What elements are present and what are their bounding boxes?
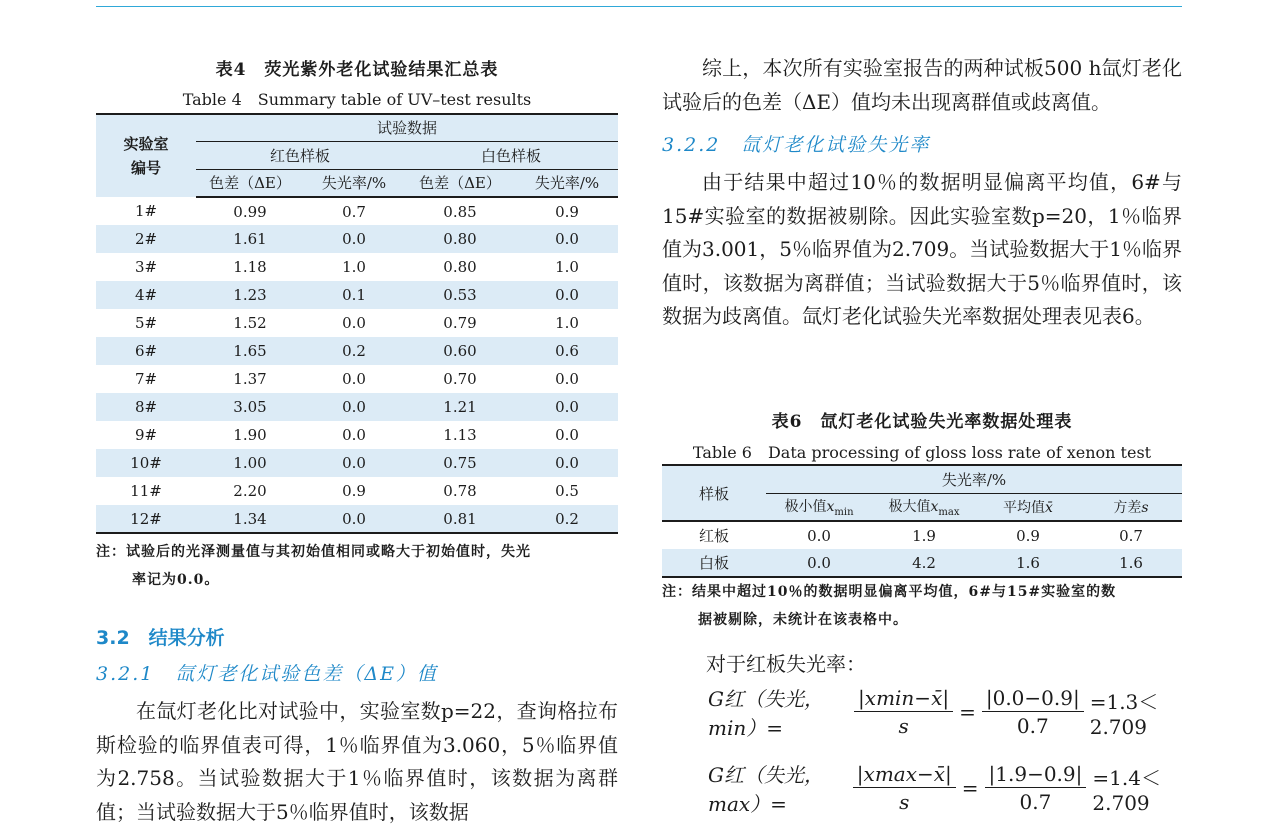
- max-label: 极大值: [888, 498, 931, 515]
- table4-header-testdata: 试验数据: [196, 114, 618, 141]
- table4-cell-red-de: 1.18: [233, 258, 267, 276]
- table4-cell-red-gl: 0.0: [304, 225, 404, 253]
- table6-cell-max: 1.9: [912, 526, 936, 545]
- table6-cell-panel: 红板: [698, 527, 729, 545]
- formula-min-result: =1.3＜2.709: [1089, 689, 1159, 739]
- table4-cell-red-de: 1.00: [196, 449, 304, 477]
- table4-row: [96, 281, 618, 309]
- table6-cell-mean: 0.9: [1016, 526, 1040, 545]
- table6-header-mean: [976, 493, 1080, 521]
- formula-min-frac2: [982, 685, 1084, 740]
- table4-cell-red-de: 1.23: [196, 281, 304, 309]
- section-3-2-2-heading: 3.2.2 氙灯老化试验失光率: [662, 134, 931, 156]
- table4-caption-en: Table 4 Summary table of UV–test results: [182, 90, 532, 109]
- table4-cell-lab: 8#: [96, 393, 196, 421]
- table4-header-red: 红色样板: [196, 141, 404, 169]
- formula-min: [708, 680, 1182, 744]
- table4-cell-red-gl: 0.7: [342, 202, 366, 221]
- table4-cell-white-de: 0.85: [443, 202, 477, 221]
- table6-header-max: [872, 493, 976, 521]
- table6-header-glossloss: 失光率/%: [766, 465, 1182, 493]
- table4-row: [96, 477, 618, 505]
- table4-cell-lab: 1#: [134, 202, 158, 220]
- table4-cell-white-de: 0.78: [443, 482, 477, 500]
- formula-max-den1: s: [899, 789, 910, 814]
- table4-cell-white-de: 0.60: [404, 337, 516, 365]
- table4-cell-white-gl: 0.5: [555, 482, 579, 500]
- min-label: 极小值: [784, 498, 827, 515]
- table6-cell-mean: 1.6: [976, 549, 1080, 577]
- table4-cell-white-gl: 1.0: [555, 258, 579, 276]
- table4-cell-red-gl: 0.0: [304, 393, 404, 421]
- table4-row: [96, 309, 618, 337]
- table4-row: [96, 253, 618, 281]
- table4-cell-red-de: 2.20: [233, 482, 267, 500]
- table4-cell-red-de: 1.65: [196, 337, 304, 365]
- table4-cell-white-de: 1.13: [443, 426, 477, 444]
- table4-note-line1: 注：试验后的光泽测量值与其初始值相同或略大于初始值时，失光: [96, 544, 531, 560]
- table4-cell-white-de: 0.79: [443, 314, 477, 332]
- table6-cell-var: 0.7: [1119, 526, 1143, 545]
- table4-cell-red-de: 1.90: [233, 426, 267, 444]
- table4-row: [96, 449, 618, 477]
- table4-cell-white-gl: 0.0: [516, 393, 618, 421]
- table4-cell-red-gl: 0.0: [342, 370, 366, 388]
- table4-cell-lab: 7#: [134, 370, 158, 388]
- formula-max: [708, 756, 1182, 820]
- table6-cell-var: 1.6: [1080, 549, 1182, 577]
- table4-cell-white-de: 1.21: [404, 393, 516, 421]
- table4-row: [96, 197, 618, 225]
- table6-note-line1: 注：结果中超过10％的数据明显偏离平均值，6#与15#实验室的数: [662, 584, 1117, 600]
- table4-caption-cn: 表4 荧光紫外老化试验结果汇总表: [215, 60, 499, 80]
- table4-row: [96, 337, 618, 365]
- table4-cell-white-gl: 0.0: [516, 225, 618, 253]
- table4-cell-red-gl: 0.0: [342, 426, 366, 444]
- table4-row: [96, 365, 618, 393]
- table6-note-line2: 据被剔除，未统计在该表格中。: [698, 612, 908, 628]
- table6-cell-panel: 白板: [662, 549, 766, 577]
- table4: [96, 113, 618, 534]
- table4-header-white-de: 色差（ΔE）: [404, 169, 516, 197]
- table6-cell-min: 0.0: [807, 526, 831, 545]
- min-subscript: min: [834, 506, 854, 518]
- table4-cell-lab: 6#: [96, 337, 196, 365]
- max-subscript: max: [938, 506, 960, 518]
- formula-min-num1: |xmin−x̄|: [854, 685, 953, 712]
- table6: [662, 464, 1182, 578]
- table4-cell-red-gl: 0.9: [342, 482, 366, 500]
- formula-min-den1: s: [898, 713, 909, 738]
- table4-cell-white-gl: 0.9: [555, 202, 579, 221]
- table4-cell-white-de: 0.81: [404, 505, 516, 533]
- table4-cell-white-gl: 0.0: [516, 449, 618, 477]
- table4-cell-red-gl: 0.0: [304, 505, 404, 533]
- table4-cell-lab: 2#: [96, 225, 196, 253]
- table6-cell-min: 0.0: [766, 549, 872, 577]
- table4-cell-red-gl: 0.2: [304, 337, 404, 365]
- table4-cell-red-de: 1.34: [196, 505, 304, 533]
- table4-cell-white-gl: 0.0: [555, 426, 579, 444]
- formula-min-lhs: G红（失光，min）=: [708, 687, 824, 740]
- section-3-2-1-heading: 3.2.1 氙灯老化试验色差（ΔE）值: [96, 663, 438, 685]
- section-3-2-2-paragraph: 由于结果中超过10％的数据明显偏离平均值，6#与15#实验室的数据被剔除。因此实验室数p=20，1％临界值为3.001，5％临界值为2.709。当试验数据大于1％临界值时，该数据为离群值；当试验数据大于5％临界值时，该数据为歧离值。氙灯老化试验失光率数据处理表见表6。: [662, 170, 1182, 328]
- table6-row: [662, 549, 1182, 577]
- table6-row: [662, 521, 1182, 549]
- formula-max-den2: 0.7: [1019, 789, 1052, 814]
- table4-header-white: 白色样板: [404, 141, 618, 169]
- formula-max-frac1: [853, 761, 956, 816]
- table4-header-red-gl: 失光率/%: [304, 169, 404, 197]
- table4-cell-lab: 3#: [134, 258, 158, 276]
- table4-cell-white-gl: 0.2: [516, 505, 618, 533]
- table4-cell-red-gl: 1.0: [342, 258, 366, 276]
- table6-caption-en: Table 6 Data processing of gloss loss rate of xenon test: [692, 443, 1152, 462]
- table4-cell-lab: 10#: [96, 449, 196, 477]
- table4-cell-white-gl: 0.6: [516, 337, 618, 365]
- table4-cell-red-de: 1.52: [233, 314, 267, 332]
- table6-caption-cn: 表6 氙灯老化试验失光率数据处理表: [771, 412, 1073, 432]
- min-symbol: x: [826, 498, 835, 515]
- formula-min-eq: =: [959, 700, 976, 724]
- table4-cell-white-de: 0.80: [404, 225, 516, 253]
- table4-body: [96, 197, 618, 533]
- table4-cell-white-gl: 0.0: [516, 281, 618, 309]
- table6-header-min: [766, 493, 872, 521]
- section-3-2-1-paragraph: 在氙灯老化比对试验中，实验室数p=22，查询格拉布斯检验的临界值表可得，1％临界值为3.060，5％临界值为2.758。当试验数据大于1％临界值时，该数据为离群值；当试验数据大于5％临界值时，该数据: [96, 699, 618, 824]
- table4-cell-red-de: 1.61: [196, 225, 304, 253]
- table4-note: [96, 538, 618, 594]
- var-label: 方差: [1113, 499, 1142, 516]
- table4-cell-white-de: 0.53: [404, 281, 516, 309]
- table4-cell-red-de: 1.37: [233, 370, 267, 388]
- table4-cell-white-de: 0.75: [404, 449, 516, 477]
- table4-cell-red-de: 0.99: [233, 202, 267, 221]
- table4-cell-lab: 12#: [96, 505, 196, 533]
- table4-cell-red-gl: 0.0: [342, 314, 366, 332]
- var-symbol: s: [1141, 499, 1149, 516]
- table4-cell-red-gl: 0.1: [304, 281, 404, 309]
- page-top-rule: [96, 6, 1182, 7]
- table6-header-panel: 样板: [662, 465, 766, 521]
- table4-cell-white-gl: 1.0: [555, 314, 579, 332]
- table4-row: [96, 393, 618, 421]
- formula-min-den2: 0.7: [1016, 713, 1049, 738]
- table4-row: [96, 421, 618, 449]
- lab-no-label: 实验室编号: [123, 135, 169, 177]
- formula-min-frac1: [854, 685, 953, 740]
- formula-max-result: =1.4＜2.709: [1092, 765, 1161, 815]
- table6-body: [662, 521, 1182, 577]
- table4-cell-lab: 9#: [134, 426, 158, 444]
- table4-row: [96, 505, 618, 533]
- conclusion-paragraph: 综上，本次所有实验室报告的两种试板500 h氙灯老化试验后的色差（ΔE）值均未出现离群值或歧离值。: [662, 56, 1182, 114]
- table4-note-line2: 率记为0.0。: [132, 572, 220, 588]
- table6-cell-max: 4.2: [872, 549, 976, 577]
- max-symbol: x: [930, 498, 939, 515]
- formula-max-eq: =: [961, 776, 979, 800]
- table4-cell-red-gl: 0.0: [304, 449, 404, 477]
- table6-header-var: [1080, 493, 1182, 521]
- mean-label: 平均值: [1003, 499, 1046, 516]
- table4-cell-white-de: 0.80: [443, 258, 477, 276]
- table4-cell-lab: 4#: [96, 281, 196, 309]
- formula-max-num2: |1.9−0.9|: [985, 761, 1087, 788]
- table4-header-red-de: 色差（ΔE）: [196, 169, 304, 197]
- table4-row: [96, 225, 618, 253]
- table4-cell-lab: 5#: [134, 314, 158, 332]
- table4-header-lab: [96, 114, 196, 197]
- formula-max-lhs: G红（失光，max）=: [708, 763, 824, 816]
- section-3-2-heading: 3.2 结果分析: [96, 627, 225, 649]
- formula-max-frac2: [985, 761, 1087, 816]
- table4-cell-lab: 11#: [130, 482, 162, 500]
- mean-symbol: x̄: [1045, 499, 1053, 516]
- red-gloss-label: 对于红板失光率：: [706, 652, 866, 676]
- table4-header-white-gl: 失光率/%: [516, 169, 618, 197]
- table4-cell-red-de: 3.05: [196, 393, 304, 421]
- table4-cell-white-gl: 0.0: [555, 370, 579, 388]
- table6-note: [662, 578, 1182, 634]
- formula-min-num2: |0.0−0.9|: [982, 685, 1084, 712]
- table4-cell-white-de: 0.70: [443, 370, 477, 388]
- formula-max-num1: |xmax−x̄|: [853, 761, 956, 788]
